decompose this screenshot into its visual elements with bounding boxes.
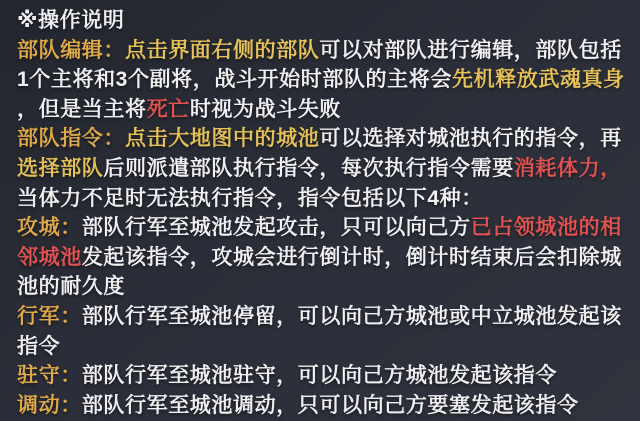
text-segment: 发起该指令，攻城会进行倒计时，倒计时结束后会扣除城 — [81, 245, 622, 269]
text-line — [17, 391, 630, 421]
text-line — [17, 65, 630, 95]
text-segment: 可以选择对城池执行的指令，再 — [319, 127, 622, 151]
text-line — [17, 154, 630, 184]
text-segment: 当体力不足时无法执行指令，指令包括以下4种： — [17, 186, 483, 210]
text-segment: 部队行军至城池停留，可以向己方城池或中立城池发起该 — [81, 304, 622, 328]
text-line — [17, 361, 630, 391]
text-segment: 时视为战斗失败 — [189, 97, 342, 121]
text-segment: 部队编辑： — [17, 38, 125, 62]
text-segment: 部队指令： — [17, 127, 125, 151]
text-segment: 行军： — [17, 304, 82, 328]
text-line — [17, 36, 630, 66]
text-line — [17, 243, 630, 273]
text-segment: 选择部队 — [17, 156, 104, 180]
text-line — [17, 332, 630, 362]
instruction-text-block — [17, 36, 630, 421]
text-segment: 已占领城池的相 — [470, 216, 622, 240]
text-line — [17, 302, 630, 332]
text-segment: 部队行军至城池驻守，可以向己方城池发起该指令 — [81, 364, 558, 388]
text-segment: 1个主将和3个副将，战斗开始时部队的主将会 — [17, 68, 452, 92]
text-segment: 池的耐久度 — [17, 275, 125, 299]
text-segment: 驻守： — [17, 364, 82, 388]
text-segment: 部队行军至城池调动，只可以向己方要塞发起该指令 — [81, 393, 579, 417]
text-segment: 调动： — [17, 393, 82, 417]
text-segment: 部队行军至城池发起攻击，只可以向己方 — [81, 216, 471, 240]
text-segment: 点击界面右侧的部队 — [125, 38, 320, 62]
text-line — [17, 184, 630, 214]
text-line — [17, 95, 630, 125]
text-line — [17, 213, 630, 243]
text-line — [17, 272, 630, 302]
text-segment: 先机释放武魂真身 — [451, 68, 625, 92]
text-segment: 指令 — [17, 334, 61, 358]
page-title: ※操作说明 — [17, 9, 125, 32]
text-segment: 邻城池 — [17, 245, 82, 269]
text-segment: 消耗体力， — [513, 156, 622, 180]
text-segment: 点击大地图中的城池 — [125, 127, 320, 151]
text-line — [17, 124, 630, 154]
text-segment: 可以对部队进行编辑，部队包括 — [319, 38, 622, 62]
text-segment: 死亡 — [146, 97, 190, 121]
text-segment: 攻城： — [17, 216, 82, 240]
text-segment: 后则派遣部队执行指令，每次执行指令需要 — [103, 156, 514, 180]
text-segment: ，但是当主将 — [17, 97, 147, 121]
